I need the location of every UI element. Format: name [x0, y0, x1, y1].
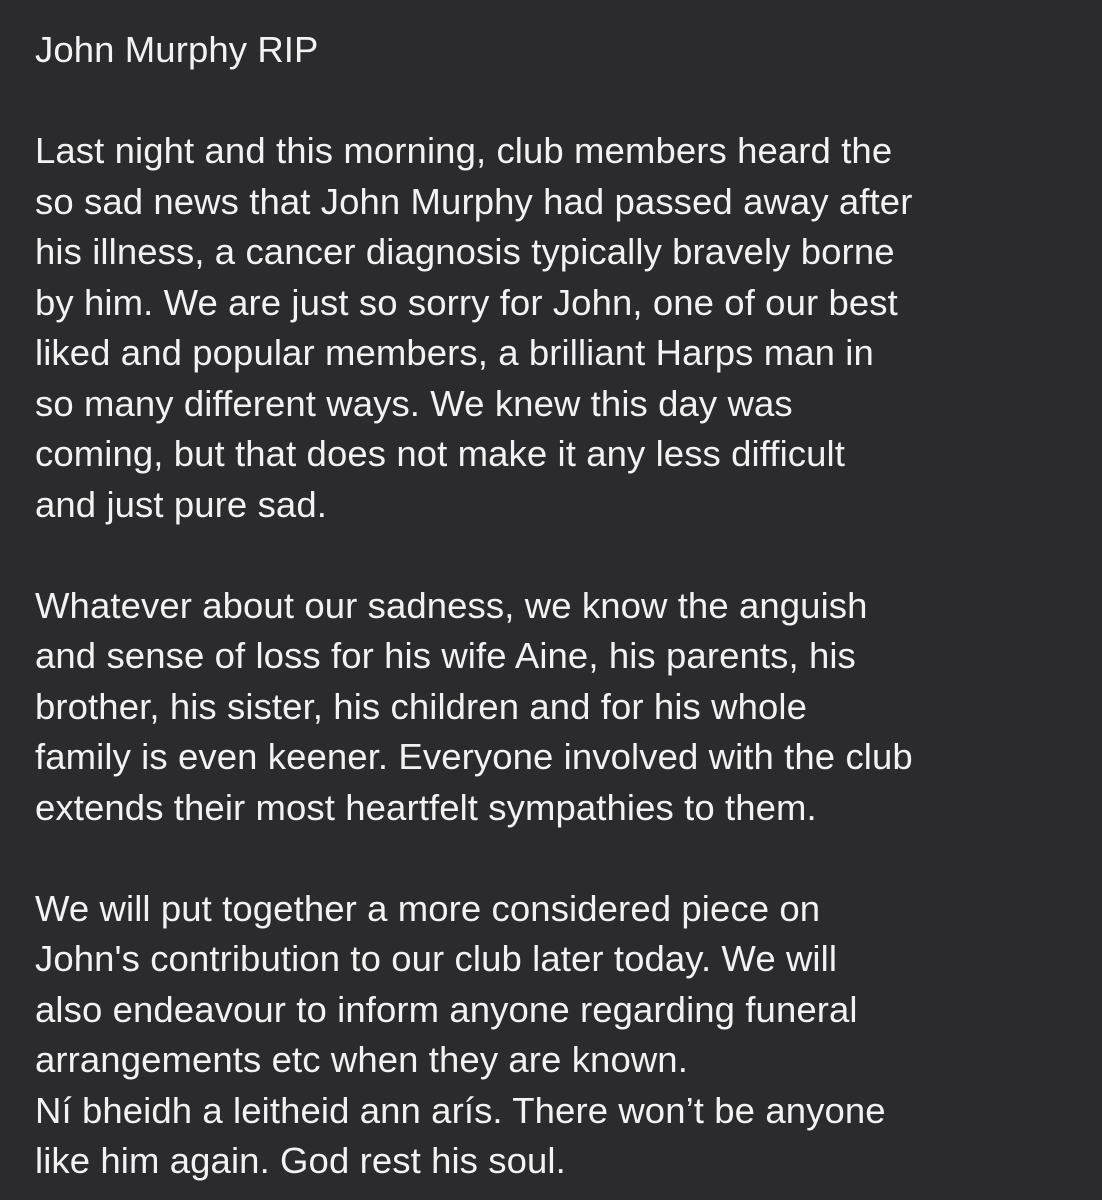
- text-line: John's contribution to our club later today. We will: [35, 938, 838, 979]
- text-line: so many different ways. We knew this day was: [35, 382, 793, 424]
- text-line: like him again. God rest his soul.: [35, 1140, 566, 1181]
- text-line: by him. We are just so sorry for John, one of our best: [35, 281, 898, 323]
- paragraph-gap: [35, 833, 1075, 884]
- text-line: also endeavour to inform anyone regarding funeral: [35, 988, 858, 1030]
- paragraph-2: [35, 581, 1075, 834]
- paragraph-1: [35, 126, 1075, 530]
- text-line: so sad news that John Murphy had passed away after: [35, 180, 913, 222]
- text-line: Last night and this morning, club members heard the: [35, 130, 893, 171]
- text-line: and sense of loss for his wife Aine, his parents, his: [35, 635, 856, 676]
- text-line: and just pure sad.: [35, 483, 327, 525]
- text-line: his illness, a cancer diagnosis typically bravely borne: [35, 231, 895, 272]
- text-line: Whatever about our sadness, we know the anguish: [35, 584, 868, 626]
- text-line: brother, his sister, his children and for his whole: [35, 685, 807, 727]
- paragraph-gap: [35, 530, 1075, 581]
- text-line: arrangements etc when they are known.: [35, 1039, 688, 1080]
- paragraph-gap: [35, 76, 1075, 127]
- text-line: We will put together a more considered piece on: [35, 887, 821, 929]
- text-line: coming, but that does not make it any less difficult: [35, 433, 845, 474]
- text-line: family is even keener. Everyone involved with the club: [35, 736, 913, 777]
- text-line: Ní bheidh a leitheid ann arís. There won’t be anyone: [35, 1089, 886, 1131]
- note-body: [35, 25, 1075, 1187]
- text-line: liked and popular members, a brilliant Harps man in: [35, 332, 874, 373]
- note-title: John Murphy RIP: [35, 29, 319, 70]
- paragraph-3: [35, 884, 1075, 1187]
- text-line: extends their most heartfelt sympathies to them.: [35, 786, 817, 828]
